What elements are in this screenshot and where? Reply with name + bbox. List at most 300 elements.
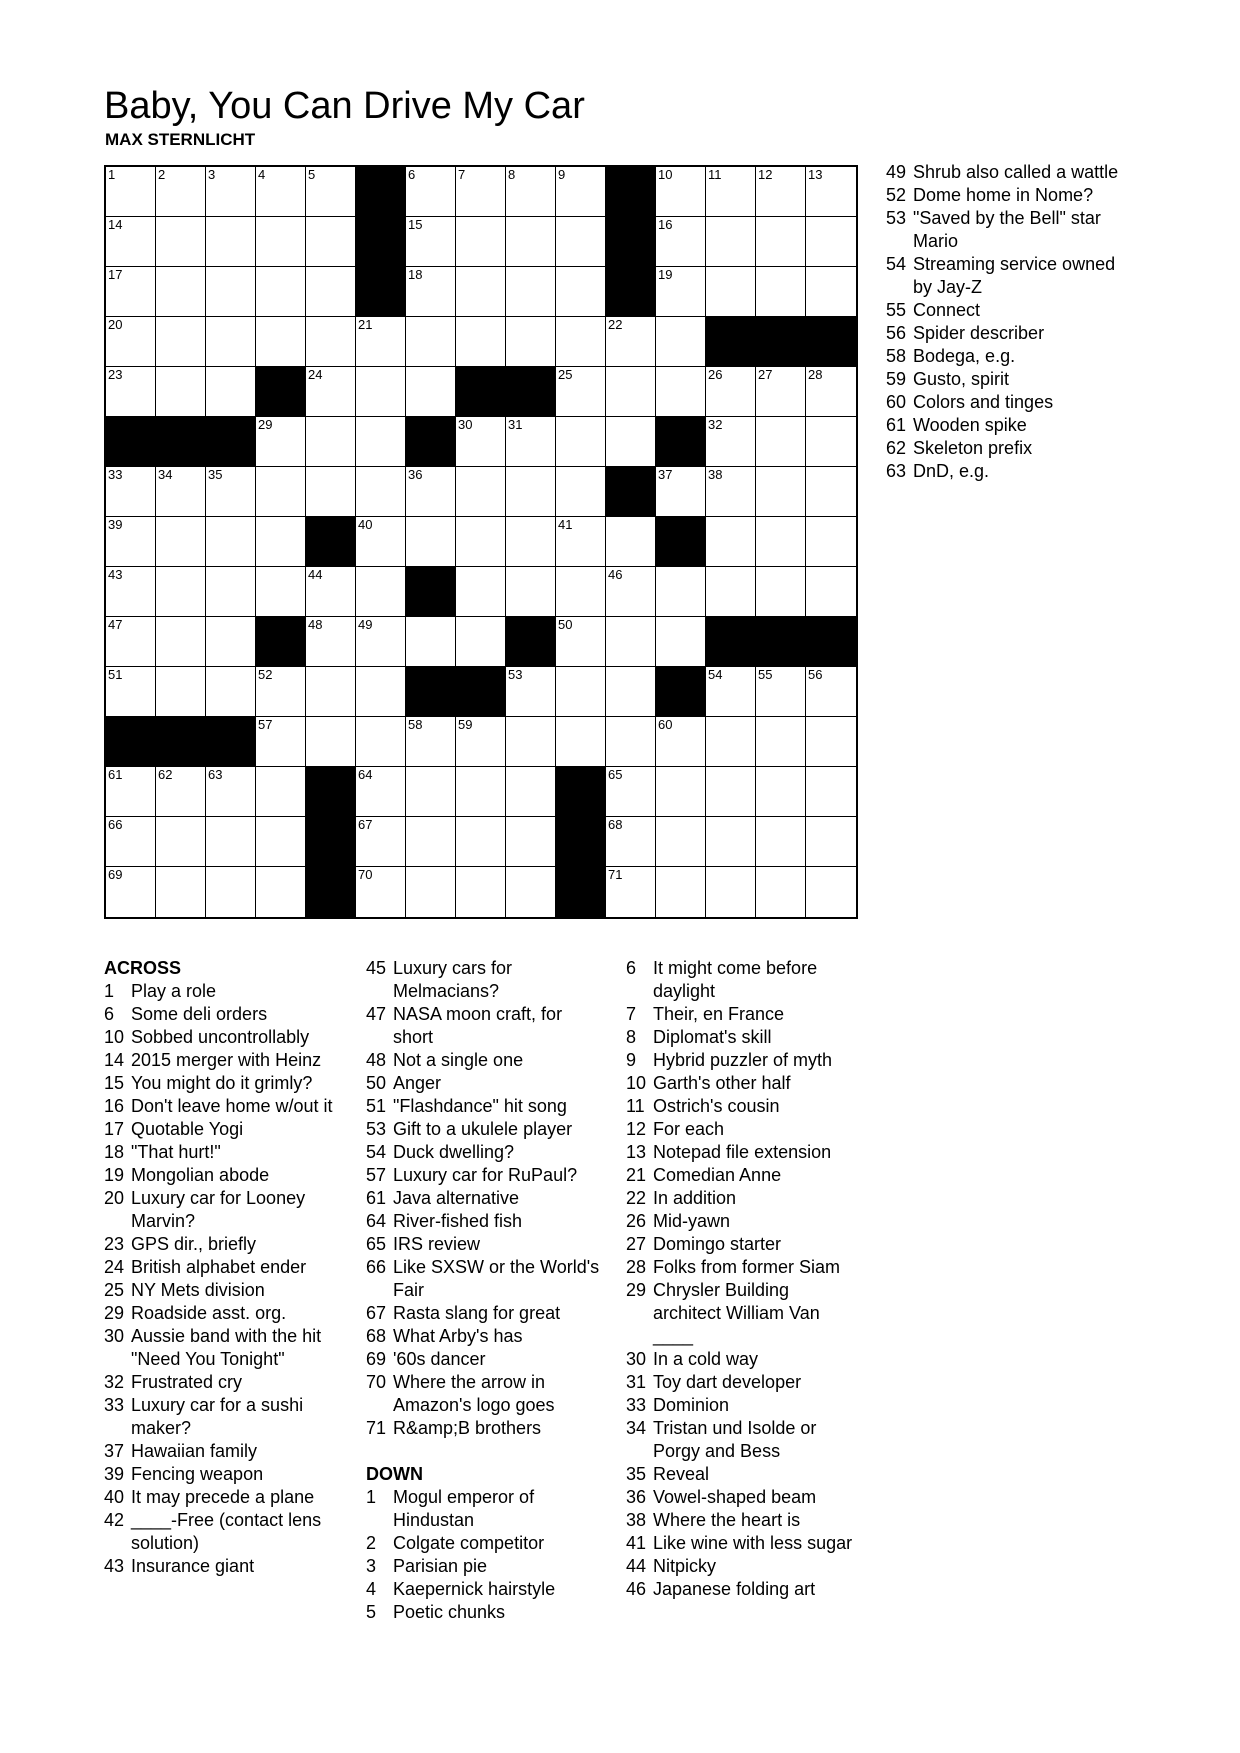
grid-cell[interactable]: [456, 217, 506, 267]
clue-item: [366, 1164, 601, 1187]
grid-cell[interactable]: [156, 817, 206, 867]
grid-cell[interactable]: [406, 367, 456, 417]
grid-cell[interactable]: [806, 567, 856, 617]
clue-text: What Arby's has: [393, 1326, 523, 1346]
grid-cell[interactable]: [206, 567, 256, 617]
clue-number: 48: [308, 617, 323, 632]
grid-cell[interactable]: [206, 517, 256, 567]
clue-text: In a cold way: [653, 1349, 759, 1369]
clue-item: [626, 1141, 861, 1164]
clue-number: 30: [458, 417, 473, 432]
clue-item: [626, 1233, 861, 1256]
grid-cell[interactable]: [656, 867, 706, 917]
black-square: [606, 267, 656, 317]
black-square: [356, 167, 406, 217]
grid-cell[interactable]: [406, 617, 456, 667]
clue-item: [366, 1141, 601, 1164]
grid-cell[interactable]: [606, 317, 656, 367]
grid-cell[interactable]: [756, 367, 806, 417]
grid-cell[interactable]: [156, 167, 206, 217]
grid-cell[interactable]: [656, 717, 706, 767]
clue-text: Java alternative: [393, 1188, 520, 1208]
clue-num: 60: [886, 392, 907, 412]
clue-text: "Saved by the Bell" star Mario: [913, 208, 1101, 251]
clue-text: Nitpicky: [653, 1556, 717, 1576]
grid-cell[interactable]: [356, 717, 406, 767]
grid-cell[interactable]: [406, 517, 456, 567]
grid-cell[interactable]: [756, 667, 806, 717]
grid-cell[interactable]: [606, 767, 656, 817]
clue-num: 8: [626, 1027, 637, 1047]
grid-cell[interactable]: [706, 217, 756, 267]
grid-cell[interactable]: [306, 567, 356, 617]
grid-cell[interactable]: [556, 467, 606, 517]
clue-num: 18: [104, 1142, 125, 1162]
clue-num: 15: [104, 1073, 125, 1093]
clue-number: 20: [108, 317, 123, 332]
clue-number: 55: [758, 667, 773, 682]
grid-cell[interactable]: [206, 667, 256, 717]
grid-cell[interactable]: [106, 467, 156, 517]
grid-cell[interactable]: [356, 517, 406, 567]
clue-num: 54: [886, 254, 907, 274]
grid-cell[interactable]: [456, 517, 506, 567]
black-square: [756, 617, 806, 667]
grid-cell[interactable]: [806, 267, 856, 317]
grid-cell[interactable]: [506, 167, 556, 217]
grid-cell[interactable]: [506, 817, 556, 867]
grid-cell[interactable]: [106, 167, 156, 217]
grid-cell[interactable]: [706, 367, 756, 417]
clue-item: [886, 207, 1121, 253]
grid-cell[interactable]: [806, 717, 856, 767]
clue-text: R&amp;B brothers: [393, 1418, 542, 1438]
grid-cell[interactable]: [306, 367, 356, 417]
grid-cell[interactable]: [156, 667, 206, 717]
grid-cell[interactable]: [356, 417, 406, 467]
clue-number: 60: [658, 717, 673, 732]
clue-item: [104, 1187, 339, 1233]
grid-cell[interactable]: [556, 317, 606, 367]
clue-item: [886, 437, 1121, 460]
grid-cell[interactable]: [456, 167, 506, 217]
clue-number: 9: [558, 167, 566, 182]
grid-cell[interactable]: [256, 267, 306, 317]
grid-cell[interactable]: [206, 617, 256, 667]
grid-cell[interactable]: [156, 367, 206, 417]
clue-num: 37: [104, 1441, 125, 1461]
clue-text: 2015 merger with Heinz: [131, 1050, 322, 1070]
grid-cell[interactable]: [106, 667, 156, 717]
grid-cell[interactable]: [606, 817, 656, 867]
grid-cell[interactable]: [506, 267, 556, 317]
grid-cell[interactable]: [706, 567, 756, 617]
grid-cell[interactable]: [456, 267, 506, 317]
clue-num: 52: [886, 185, 907, 205]
clue-number: 41: [558, 517, 573, 532]
clue-text: Anger: [393, 1073, 442, 1093]
grid-cell[interactable]: [656, 817, 706, 867]
grid-cell[interactable]: [256, 867, 306, 917]
clue-num: 19: [104, 1165, 125, 1185]
clue-item: [626, 1072, 861, 1095]
clue-number: 25: [558, 367, 573, 382]
grid-cell[interactable]: [206, 367, 256, 417]
grid-cell[interactable]: [656, 767, 706, 817]
black-square: [156, 717, 206, 767]
clue-number: 22: [608, 317, 623, 332]
grid-cell[interactable]: [706, 267, 756, 317]
grid-cell[interactable]: [456, 817, 506, 867]
grid-cell[interactable]: [506, 767, 556, 817]
grid-cell[interactable]: [456, 317, 506, 367]
clue-item: [366, 1233, 601, 1256]
clue-number: 33: [108, 467, 123, 482]
grid-cell[interactable]: [156, 867, 206, 917]
grid-cell[interactable]: [206, 467, 256, 517]
grid-cell[interactable]: [206, 167, 256, 217]
grid-cell[interactable]: [106, 517, 156, 567]
clue-number: 70: [358, 867, 373, 882]
grid-cell[interactable]: [556, 217, 606, 267]
clue-item: [886, 460, 1121, 483]
black-square: [806, 317, 856, 367]
grid-cell[interactable]: [306, 417, 356, 467]
black-square: [206, 417, 256, 467]
grid-cell[interactable]: [106, 767, 156, 817]
grid-cell[interactable]: [656, 567, 706, 617]
grid-cell[interactable]: [106, 617, 156, 667]
black-square: [106, 417, 156, 467]
clue-item: [626, 1578, 861, 1601]
grid-cell[interactable]: [306, 267, 356, 317]
grid-cell[interactable]: [406, 267, 456, 317]
grid-cell[interactable]: [306, 667, 356, 717]
clue-text: Bodega, e.g.: [913, 346, 1016, 366]
clue-number: 26: [708, 367, 723, 382]
grid-cell[interactable]: [356, 317, 406, 367]
clue-item: [104, 1440, 339, 1463]
grid-cell[interactable]: [506, 667, 556, 717]
grid-cell[interactable]: [806, 167, 856, 217]
grid-cell[interactable]: [206, 267, 256, 317]
black-square: [456, 367, 506, 417]
grid-cell[interactable]: [106, 817, 156, 867]
grid-cell[interactable]: [106, 867, 156, 917]
grid-cell[interactable]: [306, 317, 356, 367]
down-heading: DOWN: [366, 1464, 423, 1484]
clue-item: [366, 1417, 601, 1440]
grid-cell[interactable]: [106, 267, 156, 317]
clue-num: 44: [626, 1556, 647, 1576]
clue-number: 56: [808, 667, 823, 682]
grid-cell[interactable]: [256, 467, 306, 517]
grid-cell[interactable]: [256, 167, 306, 217]
clue-num: 9: [626, 1050, 637, 1070]
clue-number: 63: [208, 767, 223, 782]
grid-cell[interactable]: [306, 617, 356, 667]
grid-cell[interactable]: [306, 717, 356, 767]
black-square: [756, 317, 806, 367]
clue-text: Rasta slang for great: [393, 1303, 561, 1323]
grid-cell[interactable]: [506, 567, 556, 617]
grid-cell[interactable]: [506, 317, 556, 367]
grid-cell[interactable]: [456, 617, 506, 667]
grid-cell[interactable]: [706, 717, 756, 767]
grid-cell[interactable]: [706, 167, 756, 217]
grid-cell[interactable]: [156, 217, 206, 267]
grid-cell[interactable]: [456, 867, 506, 917]
grid-cell[interactable]: [256, 517, 306, 567]
clue-num: 67: [366, 1303, 387, 1323]
grid-cell[interactable]: [806, 667, 856, 717]
clue-number: 1: [108, 167, 116, 182]
clue-num: 2: [366, 1533, 377, 1553]
grid-cell[interactable]: [756, 217, 806, 267]
grid-cell[interactable]: [206, 867, 256, 917]
black-square: [406, 667, 456, 717]
grid-cell[interactable]: [256, 817, 306, 867]
grid-cell[interactable]: [756, 867, 806, 917]
clue-item: [886, 391, 1121, 414]
grid-cell[interactable]: [356, 467, 406, 517]
clue-num: 25: [104, 1280, 125, 1300]
grid-cell[interactable]: [706, 867, 756, 917]
clue-text: Ostrich's cousin: [653, 1096, 780, 1116]
grid-cell[interactable]: [156, 517, 206, 567]
grid-cell[interactable]: [706, 417, 756, 467]
clue-item: [104, 1463, 339, 1486]
grid-cell[interactable]: [656, 167, 706, 217]
clue-num: 33: [626, 1395, 647, 1415]
grid-cell[interactable]: [606, 517, 656, 567]
clue-text: In addition: [653, 1188, 737, 1208]
grid-cell[interactable]: [156, 267, 206, 317]
grid-cell[interactable]: [356, 367, 406, 417]
grid-cell[interactable]: [306, 467, 356, 517]
grid-cell[interactable]: [456, 717, 506, 767]
grid-cell[interactable]: [806, 217, 856, 267]
grid-cell[interactable]: [706, 517, 756, 567]
grid-cell[interactable]: [656, 267, 706, 317]
black-square: [706, 317, 756, 367]
clue-item: [626, 1348, 861, 1371]
grid-cell[interactable]: [256, 717, 306, 767]
grid-cell[interactable]: [756, 417, 806, 467]
grid-cell[interactable]: [456, 567, 506, 617]
grid-cell[interactable]: [356, 817, 406, 867]
grid-cell[interactable]: [506, 717, 556, 767]
clue-text: Chrysler Building architect William Van ____: [653, 1280, 820, 1346]
clue-number: 5: [308, 167, 316, 182]
grid-cell[interactable]: [156, 767, 206, 817]
grid-cell[interactable]: [756, 517, 806, 567]
grid-cell[interactable]: [156, 567, 206, 617]
grid-cell[interactable]: [556, 267, 606, 317]
grid-cell[interactable]: [206, 217, 256, 267]
clue-number: 29: [258, 417, 273, 432]
grid-cell[interactable]: [406, 867, 456, 917]
grid-cell[interactable]: [406, 167, 456, 217]
grid-cell[interactable]: [356, 617, 406, 667]
grid-cell[interactable]: [356, 867, 406, 917]
clue-number: 42: [658, 517, 673, 532]
grid-cell[interactable]: [506, 217, 556, 267]
grid-cell[interactable]: [356, 767, 406, 817]
clue-num: 26: [626, 1211, 647, 1231]
clue-number: 11: [708, 167, 722, 182]
clue-item: [626, 1394, 861, 1417]
grid-cell[interactable]: [706, 667, 756, 717]
clue-text: Fencing weapon: [131, 1464, 264, 1484]
clue-item: [626, 1463, 861, 1486]
black-square: [556, 767, 606, 817]
grid-cell[interactable]: [656, 617, 706, 667]
grid-cell[interactable]: [306, 217, 356, 267]
clue-item: [626, 1210, 861, 1233]
grid-cell[interactable]: [606, 867, 656, 917]
grid-cell[interactable]: [706, 767, 756, 817]
grid-cell[interactable]: [756, 567, 806, 617]
grid-cell[interactable]: [256, 767, 306, 817]
grid-cell[interactable]: [756, 467, 806, 517]
clue-item: [366, 1486, 601, 1532]
grid-cell[interactable]: [156, 467, 206, 517]
grid-cell[interactable]: [656, 317, 706, 367]
grid-cell[interactable]: [656, 467, 706, 517]
grid-cell[interactable]: [206, 817, 256, 867]
clue-item: [886, 161, 1121, 184]
grid-cell[interactable]: [256, 667, 306, 717]
grid-cell[interactable]: [206, 317, 256, 367]
clue-number: 49: [358, 617, 373, 632]
grid-cell[interactable]: [106, 567, 156, 617]
clue-num: 10: [104, 1027, 125, 1047]
grid-cell[interactable]: [606, 567, 656, 617]
clue-text: Folks from former Siam: [653, 1257, 841, 1277]
grid-cell[interactable]: [556, 517, 606, 567]
clue-number: 71: [608, 867, 623, 882]
grid-cell[interactable]: [556, 717, 606, 767]
grid-cell[interactable]: [606, 617, 656, 667]
grid-cell[interactable]: [106, 367, 156, 417]
grid-cell[interactable]: [506, 867, 556, 917]
puzzle-title: Baby, You Can Drive My Car: [104, 85, 585, 127]
grid-cell[interactable]: [756, 717, 806, 767]
grid-cell[interactable]: [556, 667, 606, 717]
grid-cell[interactable]: [456, 467, 506, 517]
grid-cell[interactable]: [806, 867, 856, 917]
black-square: [406, 567, 456, 617]
grid-cell[interactable]: [406, 317, 456, 367]
clue-num: 53: [886, 208, 907, 228]
clue-num: 7: [626, 1004, 637, 1024]
grid-cell[interactable]: [556, 567, 606, 617]
grid-cell[interactable]: [606, 367, 656, 417]
clue-text: Frustrated cry: [131, 1372, 243, 1392]
grid-cell[interactable]: [806, 767, 856, 817]
grid-cell[interactable]: [406, 817, 456, 867]
grid-cell[interactable]: [456, 417, 506, 467]
black-square: [606, 217, 656, 267]
grid-cell[interactable]: [406, 467, 456, 517]
grid-cell[interactable]: [756, 817, 806, 867]
grid-cell[interactable]: [506, 517, 556, 567]
grid-cell[interactable]: [506, 417, 556, 467]
grid-cell[interactable]: [356, 667, 406, 717]
grid-cell[interactable]: [556, 167, 606, 217]
grid-cell[interactable]: [456, 767, 506, 817]
grid-cell[interactable]: [356, 567, 406, 617]
grid-cell[interactable]: [806, 517, 856, 567]
clue-text: "That hurt!": [131, 1142, 221, 1162]
grid-cell[interactable]: [206, 767, 256, 817]
grid-cell[interactable]: [606, 417, 656, 467]
grid-cell[interactable]: [156, 617, 206, 667]
black-square: [656, 417, 706, 467]
grid-cell[interactable]: [256, 417, 306, 467]
clue-number: 37: [658, 467, 673, 482]
clue-text: Not a single one: [393, 1050, 524, 1070]
clue-item: [886, 414, 1121, 437]
clue-item: [886, 345, 1121, 368]
grid-cell[interactable]: [756, 167, 806, 217]
grid-cell[interactable]: [556, 417, 606, 467]
black-square: [656, 667, 706, 717]
clue-num: 31: [626, 1372, 647, 1392]
grid-cell[interactable]: [756, 767, 806, 817]
clue-text: British alphabet ender: [131, 1257, 307, 1277]
grid-cell[interactable]: [256, 217, 306, 267]
clue-item: [626, 1118, 861, 1141]
grid-cell[interactable]: [556, 617, 606, 667]
grid-cell[interactable]: [706, 817, 756, 867]
grid-cell[interactable]: [606, 667, 656, 717]
grid-cell[interactable]: [556, 367, 606, 417]
clue-item: [366, 1578, 601, 1601]
grid-cell[interactable]: [806, 367, 856, 417]
clue-text: Luxury cars for Melmacians?: [393, 958, 513, 1001]
grid-cell[interactable]: [106, 317, 156, 367]
grid-cell[interactable]: [656, 367, 706, 417]
grid-cell[interactable]: [506, 467, 556, 517]
grid-cell[interactable]: [806, 417, 856, 467]
grid-cell[interactable]: [806, 467, 856, 517]
grid-cell[interactable]: [806, 817, 856, 867]
grid-cell[interactable]: [656, 217, 706, 267]
clue-text: Notepad file extension: [653, 1142, 832, 1162]
clue-text: Their, en France: [653, 1004, 785, 1024]
clue-item: [626, 1095, 861, 1118]
grid-cell[interactable]: [256, 567, 306, 617]
grid-cell[interactable]: [706, 467, 756, 517]
clue-item: [366, 1325, 601, 1348]
puzzle-author: MAX STERNLICHT: [105, 130, 256, 149]
clue-num: 11: [626, 1096, 645, 1116]
grid-cell[interactable]: [156, 317, 206, 367]
grid-cell[interactable]: [306, 167, 356, 217]
grid-cell[interactable]: [406, 717, 456, 767]
clue-number: 21: [358, 317, 373, 332]
grid-cell[interactable]: [406, 767, 456, 817]
black-square: [306, 867, 356, 917]
clue-column-3: [626, 957, 861, 1601]
grid-cell[interactable]: [106, 217, 156, 267]
grid-cell[interactable]: [756, 267, 806, 317]
grid-cell[interactable]: [606, 717, 656, 767]
grid-cell[interactable]: [406, 217, 456, 267]
grid-cell[interactable]: [256, 317, 306, 367]
